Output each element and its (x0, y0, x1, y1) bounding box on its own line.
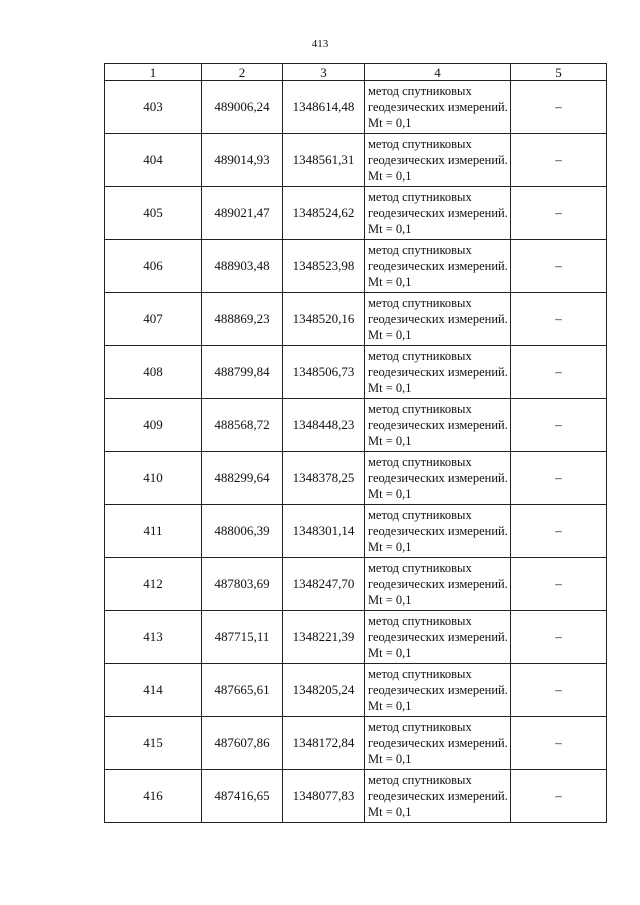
table-body (105, 81, 607, 823)
x-coordinate-cell: 488903,48 (202, 240, 283, 293)
y-coordinate-cell: 1348506,73 (283, 346, 365, 399)
y-coordinate-cell: 1348378,25 (283, 452, 365, 505)
table-row (105, 611, 607, 664)
y-coordinate-cell: 1348520,16 (283, 293, 365, 346)
note-cell: – (511, 505, 607, 558)
note-cell: – (511, 346, 607, 399)
point-number-cell: 407 (105, 293, 202, 346)
note-cell: – (511, 770, 607, 823)
table-row (105, 346, 607, 399)
y-coordinate-cell: 1348172,84 (283, 717, 365, 770)
column-header: 5 (511, 64, 607, 81)
note-cell: – (511, 240, 607, 293)
column-header: 1 (105, 64, 202, 81)
note-cell: – (511, 452, 607, 505)
method-cell: метод спутниковых геодезических измерений. Mt = 0,1 (365, 558, 511, 611)
note-cell: – (511, 717, 607, 770)
x-coordinate-cell: 487665,61 (202, 664, 283, 717)
coordinates-table (104, 63, 607, 823)
method-cell: метод спутниковых геодезических измерений. Mt = 0,1 (365, 134, 511, 187)
point-number-cell: 408 (105, 346, 202, 399)
point-number-cell: 406 (105, 240, 202, 293)
y-coordinate-cell: 1348561,31 (283, 134, 365, 187)
y-coordinate-cell: 1348301,14 (283, 505, 365, 558)
note-cell: – (511, 293, 607, 346)
note-cell: – (511, 81, 607, 134)
point-number-cell: 411 (105, 505, 202, 558)
column-header: 4 (365, 64, 511, 81)
point-number-cell: 413 (105, 611, 202, 664)
table-row (105, 770, 607, 823)
point-number-cell: 405 (105, 187, 202, 240)
table-row (105, 452, 607, 505)
x-coordinate-cell: 489021,47 (202, 187, 283, 240)
method-cell: метод спутниковых геодезических измерений. Mt = 0,1 (365, 452, 511, 505)
method-cell: метод спутниковых геодезических измерений. Mt = 0,1 (365, 664, 511, 717)
point-number-cell: 415 (105, 717, 202, 770)
table-row (105, 717, 607, 770)
method-cell: метод спутниковых геодезических измерений. Mt = 0,1 (365, 399, 511, 452)
table-row (105, 187, 607, 240)
point-number-cell: 409 (105, 399, 202, 452)
table-row (105, 399, 607, 452)
y-coordinate-cell: 1348523,98 (283, 240, 365, 293)
table-row (105, 664, 607, 717)
x-coordinate-cell: 487803,69 (202, 558, 283, 611)
page-number: 413 (311, 38, 329, 50)
y-coordinate-cell: 1348614,48 (283, 81, 365, 134)
note-cell: – (511, 399, 607, 452)
table-row (105, 558, 607, 611)
x-coordinate-cell: 487715,11 (202, 611, 283, 664)
x-coordinate-cell: 488799,84 (202, 346, 283, 399)
y-coordinate-cell: 1348077,83 (283, 770, 365, 823)
point-number-cell: 414 (105, 664, 202, 717)
table-row (105, 293, 607, 346)
point-number-cell: 416 (105, 770, 202, 823)
note-cell: – (511, 664, 607, 717)
y-coordinate-cell: 1348247,70 (283, 558, 365, 611)
table-row (105, 134, 607, 187)
point-number-cell: 412 (105, 558, 202, 611)
x-coordinate-cell: 488006,39 (202, 505, 283, 558)
table-row (105, 505, 607, 558)
column-header: 2 (202, 64, 283, 81)
y-coordinate-cell: 1348221,39 (283, 611, 365, 664)
x-coordinate-cell: 488869,23 (202, 293, 283, 346)
method-cell: метод спутниковых геодезических измерений. Mt = 0,1 (365, 770, 511, 823)
y-coordinate-cell: 1348524,62 (283, 187, 365, 240)
y-coordinate-cell: 1348448,23 (283, 399, 365, 452)
method-cell: метод спутниковых геодезических измерений. Mt = 0,1 (365, 81, 511, 134)
x-coordinate-cell: 487607,86 (202, 717, 283, 770)
method-cell: метод спутниковых геодезических измерений. Mt = 0,1 (365, 611, 511, 664)
method-cell: метод спутниковых геодезических измерений. Mt = 0,1 (365, 240, 511, 293)
x-coordinate-cell: 489006,24 (202, 81, 283, 134)
note-cell: – (511, 558, 607, 611)
method-cell: метод спутниковых геодезических измерений. Mt = 0,1 (365, 505, 511, 558)
method-cell: метод спутниковых геодезических измерений. Mt = 0,1 (365, 293, 511, 346)
x-coordinate-cell: 488568,72 (202, 399, 283, 452)
table-row (105, 81, 607, 134)
x-coordinate-cell: 487416,65 (202, 770, 283, 823)
point-number-cell: 410 (105, 452, 202, 505)
column-header: 3 (283, 64, 365, 81)
y-coordinate-cell: 1348205,24 (283, 664, 365, 717)
x-coordinate-cell: 489014,93 (202, 134, 283, 187)
note-cell: – (511, 187, 607, 240)
table-row (105, 240, 607, 293)
table-header-row (105, 64, 607, 81)
point-number-cell: 404 (105, 134, 202, 187)
method-cell: метод спутниковых геодезических измерений. Mt = 0,1 (365, 717, 511, 770)
method-cell: метод спутниковых геодезических измерений. Mt = 0,1 (365, 346, 511, 399)
point-number-cell: 403 (105, 81, 202, 134)
note-cell: – (511, 611, 607, 664)
x-coordinate-cell: 488299,64 (202, 452, 283, 505)
method-cell: метод спутниковых геодезических измерений. Mt = 0,1 (365, 187, 511, 240)
note-cell: – (511, 134, 607, 187)
